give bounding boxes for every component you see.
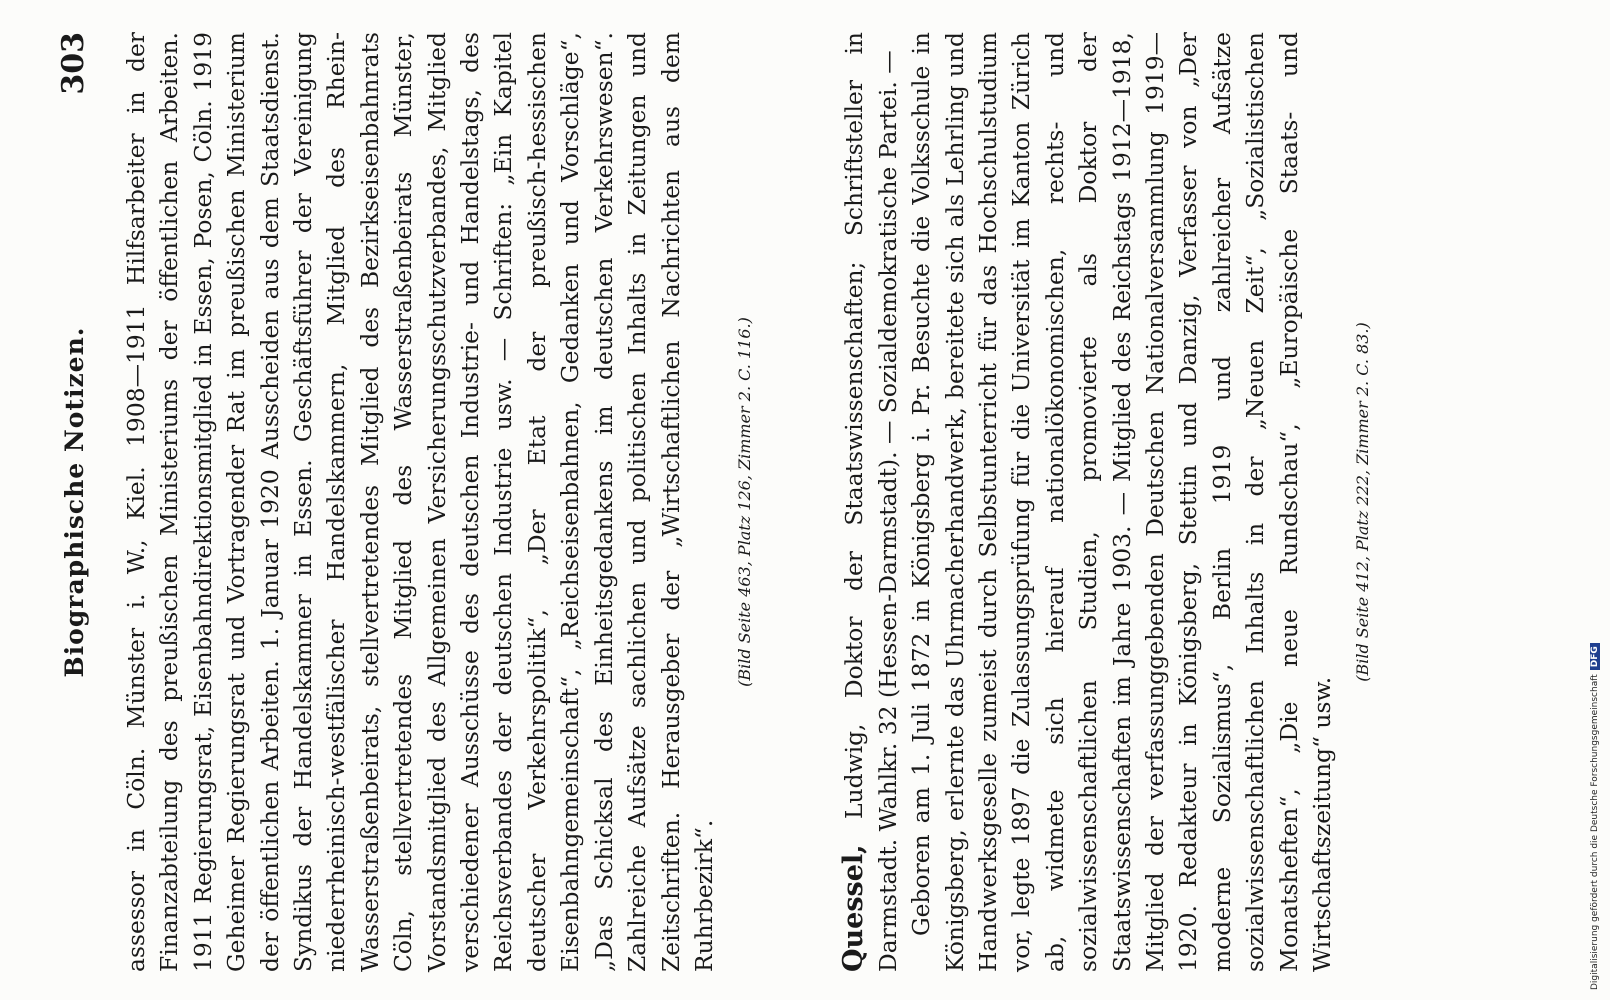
entry2-reference: (Bild Seite 412, Platz 222, Zimmer 2. C. 83.): [1353, 322, 1373, 682]
dfg-credit: Digitalisierung gefördert durch die Deutsche Forschungsgemeinschaft: [1590, 674, 1600, 990]
page-header: [56, 32, 106, 972]
entry2-intro: Ludwig, Doktor der Staatswissenschaften; Schriftsteller in Darmstadt. Wahlkr. 32 (Hessen-Darmstadt). — Sozialdemokratische Partei. —: [840, 32, 902, 972]
entry1-text: assessor in Cöln. Münster i. W., Kiel. 1908—1911 Hilfsarbeiter in der Finanzabteilung des preußischen Ministeriums der öffentlichen Arbeiten. 1911 Regierungsrat, Eisenbahndirektionsmitglied in Essen, Posen, Cöln. 1919 Geheimer Regierungsrat und Vortragender Rat im preußischen Ministerium der öffentlichen Arbeiten. 1. Januar 1920 Ausscheiden aus dem Staatsdienst. Syndikus der Handelskammer in Essen. Geschäftsführer der Vereinigung niederrheinisch-westfälischer Handelskammern, Mitglied des Rhein-Wasserstraßenbeirats, stellvertretendes Mitglied des Bezirkseisenbahnrats Cöln, stellvertretendes Mitglied des Wasserstraßenbeirats Münster, Vorstandsmitglied des Allgemeinen Versicherungsschutzverbandes, Mitglied verschiedener Ausschüsse des deutschen Industrie- und Handelstags, des Reichsverbandes der deutschen Industrie usw. — Schriften: „Ein Kapitel deutscher Verkehrspolitik“, „Der Etat der preußisch-hessischen Eisenbahngemeinschaft“, „Reichseisenbahnen, Gedanken und Vorschläge“, „Das Schicksal des Einheitsgedankens im deutschen Verkehrswesen“. Zahlreiche Aufsätze sachlichen und politischen Inhalts in Zeitungen und Zeitschriften. Herausgeber der „Wirtschaftlichen Nachrichten aus dem Ruhrbezirk“.: [122, 32, 718, 972]
entry-continuation: [120, 32, 757, 972]
entry1-reference: (Bild Seite 463, Platz 126, Zimmer 2. C. 116.): [735, 317, 755, 687]
entry2-text: Geboren am 1. Juli 1872 in Königsberg i. Pr. Besuchte die Volksschule in Königsberg, erlernte das Uhrmacherhandwerk, bereitete sich als Lehrling und Handwerksgeselle zumeist durch Selbstunterricht für das Hochschulstudium vor, legte 1897 die Zulassungsprüfung für die Universität im Kanton Zürich ab, widmete sich hierauf nationalökonomischen, rechts- und sozialwissenschaftlichen Studien, promovierte als Doktor der Staatswissenschaften im Jahre 1903. — Mitglied des Reichstags 1912—1918, Mitglied der verfassunggebenden Deutschen Nationalversammlung 1919—1920. Redakteur in Königsberg, Stettin und Danzig, Verfasser von „Der moderne Sozialismus“, Berlin 1919 und zahlreicher Aufsätze sozialwissenschaftlichen Inhalts in der „Neuen Zeit“, „Sozialistischen Monatsheften“, „Die neue Rundschau“, „Europäische Staats- und Wirtschaftszeitung“ usw.: [907, 32, 1336, 972]
entry2-name: Quessel,: [838, 844, 870, 972]
dfg-logo: DFG: [1590, 643, 1600, 670]
dfg-credit-strip: [1590, 0, 1606, 1000]
dfg-credit-line: [1590, 290, 1600, 990]
entry-quessel: [837, 32, 1375, 972]
entry2-heading: [837, 32, 905, 972]
page-number: 303: [56, 32, 91, 95]
running-title: Biographische Notizen.: [60, 326, 89, 678]
text-block: [56, 32, 1375, 972]
